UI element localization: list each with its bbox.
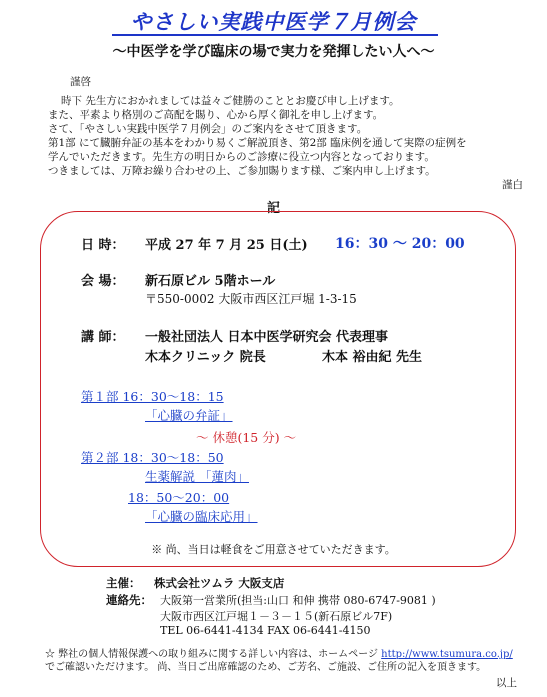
break-text: ～ 休憩(15 分) ～ [196,430,297,445]
letter-line: 時下 先生方におかれましては益々ご健勝のこととお慶び申し上げます。 [61,95,400,107]
privacy-notice [45,648,513,674]
letter-line: つきましては、万障お繰り合わせの上、ご参加賜ります様、ご案内申し上げます。 [48,165,436,177]
privacy-text-2: でご確認いただけます。 尚、当日ご出席確認のため、ご芳名、ご施設、ご住所の記入を頂きます。 [45,662,487,673]
letter-closing: 謹白 [502,179,523,191]
title-underline [112,34,438,36]
time-value: 16：30 ～ 20：00 [335,236,465,252]
letter-line: さて、「やさしい実践中医学７月例会」のご案内をさせて頂きます。 [48,123,368,135]
part2-topic2: 「心臓の臨床応用」 [145,509,258,524]
lecturer-affiliation: 一般社団法人 日本中医学研究会 代表理事 [145,330,389,345]
meal-note: ※ 尚、当日は軽食をご用意させていただきます。 [151,543,396,556]
part1-time: 第１部 16：30～18：15 [81,389,224,404]
venue-label: 会 場： [81,274,125,289]
privacy-text: ☆ 弊社の個人情報保護への取り組みに関する詳しい内容は、ホームページ [45,649,378,660]
host-value: 株式会社ツムラ 大阪支店 [154,576,285,590]
end-mark: 以上 [496,677,517,689]
letter-line: また、平素より格別のご高配を賜り、心から厚く御礼を申し上げます。 [48,109,384,121]
part2-time: 第２部 18：30～18：50 [81,450,224,465]
part1-topic: 「心臓の弁証」 [145,408,233,423]
letter-body [48,94,467,178]
letter-opening: 謹啓 [70,76,91,88]
ki-heading: 記 [266,201,280,216]
date-value: 平成 27 年 7 月 25 日(土) [145,238,308,253]
tsumura-link[interactable]: http://www.tsumura.co.jp/ [381,649,513,660]
page-subtitle: ～中医学を学び臨床の場で実力を発揮したい人へ～ [112,44,435,60]
lecturer-name: 木本 裕由紀 先生 [322,350,423,365]
lecturer-clinic: 木本クリニック 院長 [145,350,266,365]
venue-name: 新石原ビル 5階ホール [145,274,276,289]
contact-phone: TEL 06-6441-4134 FAX 06-6441-4150 [160,624,371,637]
lecturer-label: 講 師： [81,330,125,345]
contact-label: 連絡先： [106,593,152,607]
page-title: やさしい実践中医学７月例会 [130,10,417,34]
part2-time2: 18：50～20：00 [128,490,230,505]
contact-office: 大阪第一営業所(担当:山口 和伸 携帯 080-6747-9081 ) [160,594,436,607]
date-label: 日 時： [81,238,125,253]
letter-line: 第1部 にて臓腑弁証の基本をわかり易くご解説頂き、第2部 臨床例を通して実際の症例を [48,137,467,149]
part2-topic: 生薬解説 「蓮肉」 [145,469,249,484]
letter-line: 学んでいただきます。先生方の明日からのご診療に役立つ内容となっております。 [48,151,435,163]
contact-address: 大阪市西区江戸堀１－３－１５(新石原ビル7F) [160,610,393,623]
venue-address: 〒550-0002 大阪市西区江戸堀 1-3-15 [145,292,357,306]
host-label: 主催： [106,576,141,590]
